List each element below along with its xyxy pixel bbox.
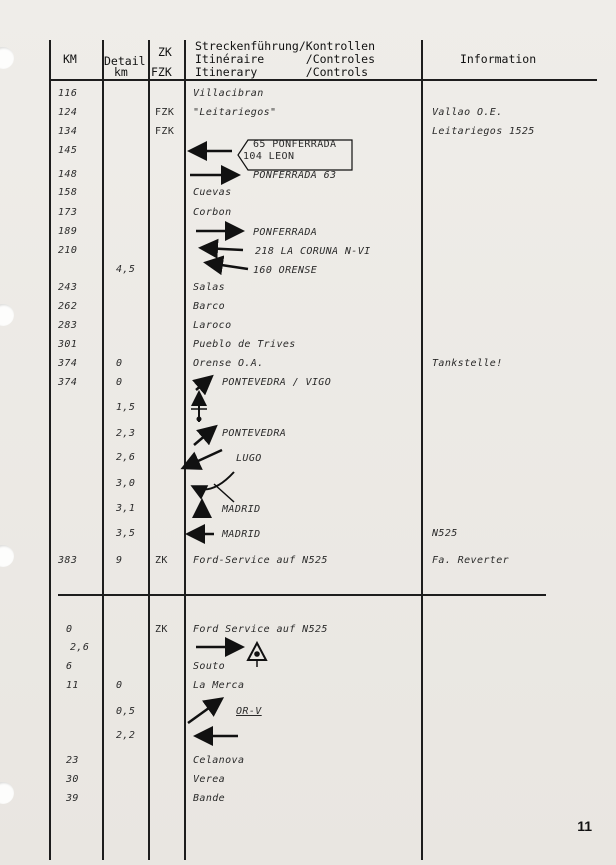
row-itin: Verea: [193, 774, 226, 785]
label-lugo: LUGO: [236, 453, 262, 464]
row-km: 0: [66, 624, 73, 635]
row-zk: FZK: [155, 126, 175, 137]
sign-ponferrada-65: 65 PONFERRADA: [253, 139, 337, 150]
row-km: 134: [58, 126, 78, 137]
row-info: Vallao O.E.: [432, 107, 503, 118]
row-itin: Ford-Service auf N525: [193, 555, 328, 566]
arrow-left-icon: [208, 263, 248, 269]
row-km: 283: [58, 320, 78, 331]
row-info: N525: [432, 528, 458, 539]
row-km: 116: [58, 88, 78, 99]
row-zk: FZK: [155, 107, 175, 118]
row-zk: ZK: [155, 555, 168, 566]
arrow-up-right-icon: [194, 428, 214, 445]
row-km: 39: [66, 793, 79, 804]
sign-leon-104: 104 LEON: [243, 151, 295, 162]
row-itin: Orense O.A.: [193, 358, 264, 369]
row-detail: 0: [116, 358, 123, 369]
row-itin: Ford Service auf N525: [193, 624, 328, 635]
label-la-coruna: 218 LA CORUNA N-VI: [255, 246, 371, 257]
row-km: 148: [58, 169, 78, 180]
arrow-down-left-icon: [185, 450, 222, 467]
row-detail: 2,3: [116, 428, 136, 439]
row-detail: 9: [116, 555, 123, 566]
row-km: 262: [58, 301, 78, 312]
row-detail: 0: [116, 377, 123, 388]
row-km: 383: [58, 555, 78, 566]
row-zk: ZK: [155, 624, 168, 635]
row-itin: Pueblo de Trives: [193, 339, 296, 350]
label-or-v: OR-V: [236, 706, 262, 717]
label-pontevedra-vigo: PONTEVEDRA / VIGO: [222, 377, 332, 388]
row-km: 11: [66, 680, 79, 691]
row-detail: 0,5: [116, 706, 136, 717]
row-km: 301: [58, 339, 78, 350]
row-km: 243: [58, 282, 78, 293]
header-itinerary-de: Streckenführung/Kontrollen: [195, 39, 376, 53]
row-itin: "Leitariegos": [193, 107, 277, 118]
row-itin: Barco: [193, 301, 226, 312]
row-itin: La Merca: [193, 680, 245, 691]
page-number: 11: [577, 818, 592, 834]
row-km: 374: [58, 358, 78, 369]
header-information: Information: [460, 52, 537, 66]
row-detail: 0: [116, 680, 123, 691]
row-detail: 2,6: [116, 452, 136, 463]
row-km: 30: [66, 774, 79, 785]
row-itin: Laroco: [193, 320, 232, 331]
header-detail: Detail: [104, 54, 146, 68]
header-itinerary-en: Itinerary /Controls: [195, 65, 369, 79]
row-info: Tankstelle!: [432, 358, 503, 369]
row-km: 6: [66, 661, 73, 672]
row-info: Fa. Reverter: [432, 555, 510, 566]
header-itinerary-fr: Itinéraire /Controles: [195, 52, 376, 66]
row-detail: 3,0: [116, 478, 136, 489]
row-km: 23: [66, 755, 79, 766]
header-fzk: FZK: [151, 65, 172, 79]
row-detail: 1,5: [116, 402, 136, 413]
header-zk: ZK: [158, 45, 172, 59]
row-itin: Corbon: [193, 207, 232, 218]
row-km: 158: [58, 187, 78, 198]
row-km: 124: [58, 107, 78, 118]
label-pontevedra: PONTEVEDRA: [222, 428, 287, 439]
row-itin: Celanova: [193, 755, 245, 766]
row-itin: Bande: [193, 793, 226, 804]
header-km: KM: [63, 52, 77, 66]
row-km: 2,6: [70, 642, 90, 653]
arrow-up-right-icon: [196, 378, 210, 390]
row-detail: 3,5: [116, 528, 136, 539]
curve-left-icon: [194, 472, 234, 489]
row-itin: Villacibran: [193, 88, 264, 99]
row-detail: 2,2: [116, 730, 136, 741]
label-orense: 160 ORENSE: [253, 265, 318, 276]
label-madrid: MADRID: [222, 504, 261, 515]
row-detail: 4,5: [116, 264, 136, 275]
row-km: 173: [58, 207, 78, 218]
row-itin: Souto: [193, 661, 226, 672]
row-detail: 3,1: [116, 503, 136, 514]
label-madrid: MADRID: [222, 529, 261, 540]
row-itin: Salas: [193, 282, 226, 293]
row-km: 374: [58, 377, 78, 388]
arrow-up-right-icon: [188, 700, 220, 723]
row-km: 210: [58, 245, 78, 256]
header-detail-km: km: [114, 65, 128, 79]
row-km: 189: [58, 226, 78, 237]
row-info: Leitariegos 1525: [432, 126, 535, 137]
row-itin: Cuevas: [193, 187, 232, 198]
label-ponferrada: PONFERRADA: [253, 227, 318, 238]
label-ponferrada-63: PONFERRADA 63: [253, 170, 337, 181]
row-km: 145: [58, 145, 78, 156]
arrow-left-icon: [203, 248, 243, 250]
